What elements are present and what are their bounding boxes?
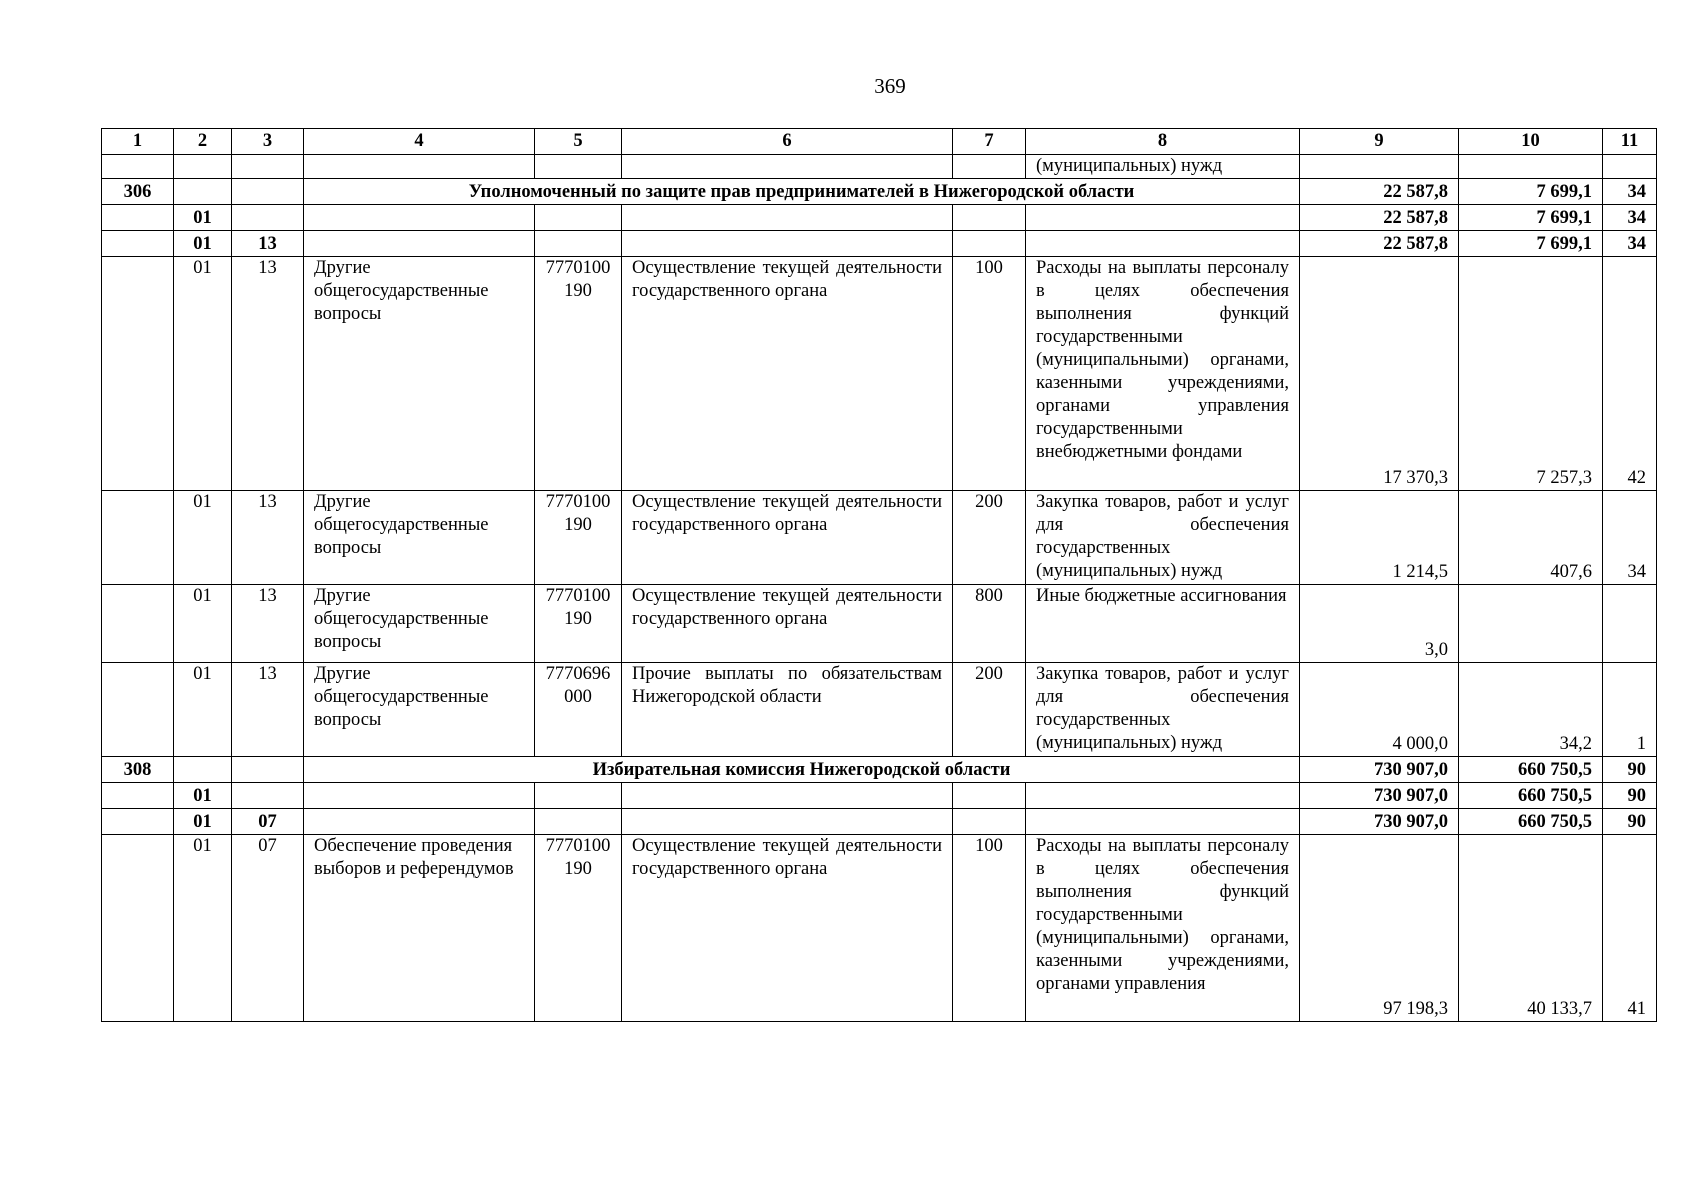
column-header-9: 9 [1300,129,1459,155]
cell-col-6: Осуществление текущей деятельности государственного органа [622,257,953,491]
cell-col-3: 13 [232,231,304,257]
cell-col-6 [622,205,953,231]
cell-col-9: 730 907,0 [1300,757,1459,783]
cell-col-5 [535,155,622,179]
cell-col-1 [102,585,174,663]
cell-col-5: 7770100190 [535,491,622,585]
cell-col-2 [174,179,232,205]
cell-col-2: 01 [174,585,232,663]
column-header-11: 11 [1603,129,1657,155]
cell-col-4: Другие общегосударственные вопросы [304,585,535,663]
subtotal-row [102,809,1657,835]
cell-col-2: 01 [174,491,232,585]
cell-col-6: Прочие выплаты по обязательствам Нижегородской области [622,663,953,757]
cell-col-9: 17 370,3 [1300,257,1459,491]
cell-col-6 [622,783,953,809]
cell-col-11 [1603,155,1657,179]
cell-col-9: 730 907,0 [1300,809,1459,835]
cell-col-10: 7 699,1 [1459,179,1603,205]
cell-col-7 [953,231,1026,257]
cell-col-3 [232,757,304,783]
cell-col-8: (муниципальных) нужд [1026,155,1300,179]
cell-col-3 [232,155,304,179]
cell-col-9: 4 000,0 [1300,663,1459,757]
cell-col-4 [304,809,535,835]
cell-col-3 [232,205,304,231]
cell-col-2: 01 [174,663,232,757]
column-header-5: 5 [535,129,622,155]
cell-col-5 [535,231,622,257]
cell-col-4 [304,205,535,231]
cell-col-9: 22 587,8 [1300,231,1459,257]
cell-col-8 [1026,809,1300,835]
cell-col-6 [622,809,953,835]
page-number: 369 [874,74,906,98]
cell-col-11: 42 [1603,257,1657,491]
cell-col-10: 40 133,7 [1459,835,1603,1022]
cell-col-3: 07 [232,809,304,835]
cell-col-4 [304,155,535,179]
cell-col-11: 1 [1603,663,1657,757]
cell-col-11: 90 [1603,757,1657,783]
cell-col-8: Закупка товаров, работ и услуг для обеспечения государственных (муниципальных) нужд [1026,491,1300,585]
cell-col-1 [102,783,174,809]
department-title: Уполномоченный по защите прав предпринимателей в Нижегородской области [304,179,1300,205]
department-title: Избирательная комиссия Нижегородской области [304,757,1300,783]
cell-col-11: 90 [1603,783,1657,809]
cell-col-1 [102,257,174,491]
column-header-8: 8 [1026,129,1300,155]
cell-col-1: 306 [102,179,174,205]
cell-col-1 [102,809,174,835]
cell-col-8: Расходы на выплаты персоналу в целях обеспечения выполнения функций государственными (муниципальными) органами, казенными учреждениями, органами управления государственными внебюджетными фондами [1026,257,1300,491]
cell-col-8 [1026,783,1300,809]
cell-col-4: Другие общегосударственные вопросы [304,663,535,757]
column-header-3: 3 [232,129,304,155]
cell-col-7: 100 [953,257,1026,491]
table-body [102,155,1657,1022]
column-header-7: 7 [953,129,1026,155]
cell-col-6 [622,155,953,179]
cell-col-11: 34 [1603,179,1657,205]
department-row [102,757,1657,783]
cell-col-1 [102,155,174,179]
cell-col-3: 07 [232,835,304,1022]
cell-col-2: 01 [174,231,232,257]
cell-col-9: 730 907,0 [1300,783,1459,809]
cell-col-7 [953,809,1026,835]
cell-col-10 [1459,155,1603,179]
cell-col-10: 34,2 [1459,663,1603,757]
cell-col-9: 1 214,5 [1300,491,1459,585]
cell-col-9: 3,0 [1300,585,1459,663]
cell-col-3 [232,783,304,809]
cell-col-2: 01 [174,257,232,491]
cell-col-9: 22 587,8 [1300,205,1459,231]
cell-col-11: 34 [1603,491,1657,585]
column-header-10: 10 [1459,129,1603,155]
cell-col-11: 34 [1603,205,1657,231]
cell-col-1 [102,663,174,757]
column-header-1: 1 [102,129,174,155]
cell-col-7: 200 [953,491,1026,585]
cell-col-4: Другие общегосударственные вопросы [304,257,535,491]
cell-col-3: 13 [232,585,304,663]
cell-col-7: 200 [953,663,1026,757]
subtotal-row [102,783,1657,809]
cell-col-7 [953,155,1026,179]
cell-col-2: 01 [174,835,232,1022]
cell-col-5: 7770100190 [535,585,622,663]
cell-col-7 [953,783,1026,809]
cell-col-5: 7770100190 [535,835,622,1022]
cell-col-9 [1300,155,1459,179]
cell-col-9: 22 587,8 [1300,179,1459,205]
cell-col-4 [304,231,535,257]
cell-col-1 [102,231,174,257]
cell-col-3: 13 [232,663,304,757]
column-header-4: 4 [304,129,535,155]
cell-col-6: Осуществление текущей деятельности государственного органа [622,491,953,585]
table-row [102,663,1657,757]
cell-col-2 [174,155,232,179]
cell-col-2: 01 [174,783,232,809]
cell-col-10: 407,6 [1459,491,1603,585]
cell-col-6 [622,231,953,257]
cell-col-8: Иные бюджетные ассигнования [1026,585,1300,663]
department-row [102,179,1657,205]
cell-col-5: 7770696000 [535,663,622,757]
column-header-row [102,129,1657,155]
cell-col-10: 660 750,5 [1459,757,1603,783]
cell-col-11: 90 [1603,809,1657,835]
cell-col-6: Осуществление текущей деятельности государственного органа [622,585,953,663]
cell-col-8: Закупка товаров, работ и услуг для обеспечения государственных (муниципальных) нужд [1026,663,1300,757]
cell-col-7: 100 [953,835,1026,1022]
cell-col-5 [535,783,622,809]
cell-col-10: 7 257,3 [1459,257,1603,491]
cell-col-5 [535,205,622,231]
cell-col-10 [1459,585,1603,663]
table-row [102,491,1657,585]
cell-col-11 [1603,585,1657,663]
table-row [102,155,1657,179]
cell-col-3 [232,179,304,205]
cell-col-7: 800 [953,585,1026,663]
cell-col-5 [535,809,622,835]
column-header-6: 6 [622,129,953,155]
cell-col-10: 660 750,5 [1459,783,1603,809]
cell-col-10: 7 699,1 [1459,205,1603,231]
cell-col-4: Другие общегосударственные вопросы [304,491,535,585]
table-row [102,585,1657,663]
table-row [102,257,1657,491]
subtotal-row [102,231,1657,257]
cell-col-9: 97 198,3 [1300,835,1459,1022]
cell-col-3: 13 [232,257,304,491]
cell-col-1 [102,835,174,1022]
cell-col-4 [304,783,535,809]
cell-col-4: Обеспечение проведения выборов и референдумов [304,835,535,1022]
cell-col-8 [1026,205,1300,231]
subtotal-row [102,205,1657,231]
cell-col-1 [102,205,174,231]
cell-col-6: Осуществление текущей деятельности государственного органа [622,835,953,1022]
cell-col-8 [1026,231,1300,257]
cell-col-10: 7 699,1 [1459,231,1603,257]
cell-col-7 [953,205,1026,231]
cell-col-2: 01 [174,809,232,835]
cell-col-11: 41 [1603,835,1657,1022]
cell-col-11: 34 [1603,231,1657,257]
cell-col-10: 660 750,5 [1459,809,1603,835]
cell-col-5: 7770100190 [535,257,622,491]
cell-col-1 [102,491,174,585]
budget-table [101,128,1657,1022]
cell-col-2: 01 [174,205,232,231]
cell-col-1: 308 [102,757,174,783]
cell-col-2 [174,757,232,783]
cell-col-3: 13 [232,491,304,585]
cell-col-8: Расходы на выплаты персоналу в целях обеспечения выполнения функций государственными (муниципальными) органами, казенными учреждениями, органами управления [1026,835,1300,1022]
column-header-2: 2 [174,129,232,155]
table-row [102,835,1657,1022]
